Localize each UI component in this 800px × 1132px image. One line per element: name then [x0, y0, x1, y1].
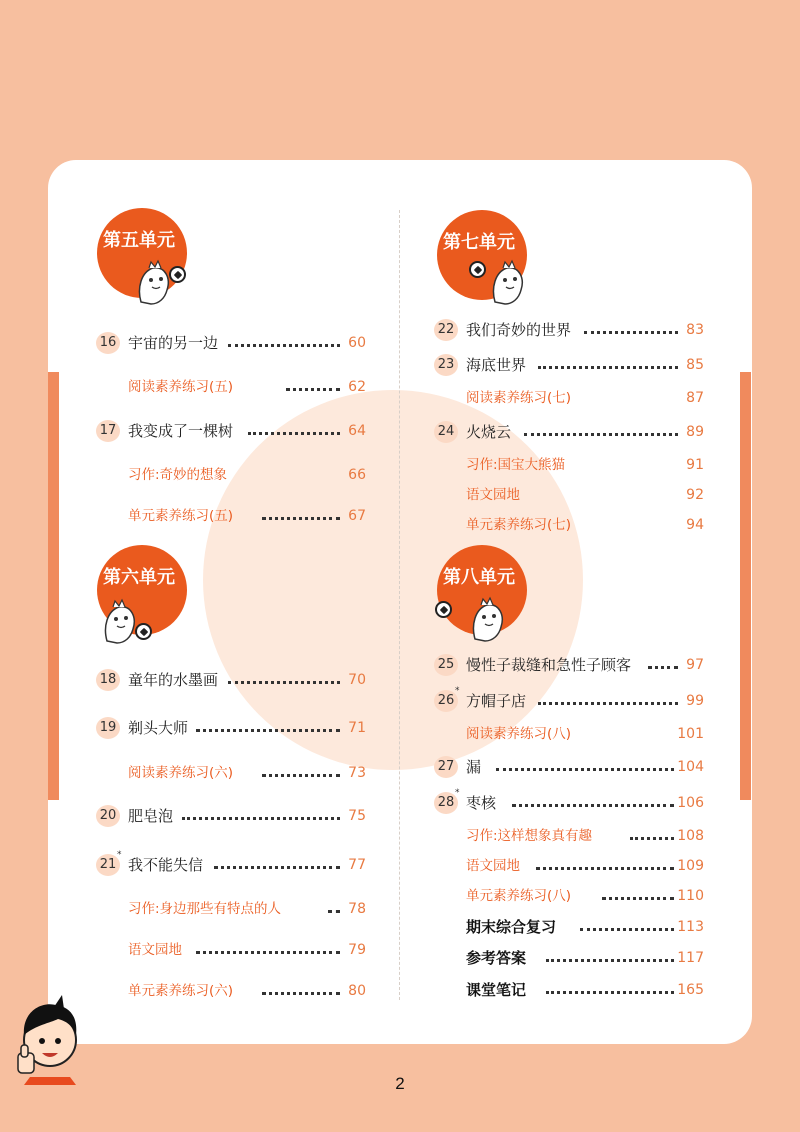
lesson-title: 慢性子裁缝和急性子顾客 [466, 656, 632, 674]
page-ref: 108 [677, 828, 704, 844]
exercise-title: 单元素养练习(六) [128, 983, 234, 999]
lesson-title: 童年的水墨画 [128, 671, 219, 689]
toc-row[interactable] [434, 354, 704, 376]
page-ref: 104 [677, 759, 704, 775]
exercise-title: 阅读素养练习(七) [466, 390, 572, 406]
exercise-title: 阅读素养练习(六) [128, 765, 234, 781]
toc-row[interactable] [96, 898, 366, 920]
toc-row[interactable] [434, 421, 704, 443]
lesson-title: 我变成了一棵树 [128, 422, 234, 440]
page-ref: 113 [677, 919, 704, 935]
page-ref: 80 [348, 983, 366, 999]
toc-row[interactable] [96, 717, 366, 739]
column-divider [399, 210, 400, 1000]
toc-row[interactable] [434, 855, 704, 877]
lesson-title: 宇宙的另一边 [128, 334, 219, 352]
toc-row[interactable] [96, 850, 366, 876]
page-ref: 87 [686, 390, 704, 406]
dot-leader [196, 951, 340, 954]
lesson-number: 22 [434, 319, 458, 341]
lesson-title: 我不能失信 [128, 856, 204, 874]
exercise-title: 阅读素养练习(五) [128, 379, 234, 395]
toc-row[interactable] [434, 825, 704, 847]
lesson-number: 25 [434, 654, 458, 676]
page-ref: 92 [686, 487, 704, 503]
page-ref: 117 [677, 950, 704, 966]
unit-badge-5 [97, 208, 187, 298]
page-ref: 89 [686, 424, 704, 440]
page-number: 2 [395, 1074, 405, 1093]
page-ref: 70 [348, 672, 366, 688]
dot-leader [630, 837, 674, 840]
unit-label: 第五单元 [103, 230, 175, 251]
toc-row[interactable] [434, 387, 704, 409]
exercise-title: 语文园地 [466, 858, 520, 874]
unit-label: 第六单元 [103, 567, 175, 588]
toc-row[interactable] [434, 319, 704, 341]
toc-row[interactable] [434, 885, 704, 907]
left-edge-tab [48, 372, 59, 800]
page-ref: 165 [677, 982, 704, 998]
unit-badge-7 [437, 210, 527, 300]
dot-leader [538, 366, 678, 369]
dot-leader [538, 702, 678, 705]
dot-leader [214, 866, 340, 869]
exercise-title: 语文园地 [466, 487, 520, 503]
toc-row[interactable] [96, 805, 366, 827]
page-ref: 79 [348, 942, 366, 958]
lesson-number: 18 [96, 669, 120, 691]
soccer-ball-icon [469, 261, 486, 278]
dot-leader [228, 681, 340, 684]
dot-leader [536, 867, 674, 870]
toc-row[interactable] [434, 916, 704, 938]
section-title: 期末综合复习 [466, 918, 557, 936]
dot-leader [648, 666, 678, 669]
toc-row[interactable] [434, 514, 704, 536]
dot-leader [262, 992, 340, 995]
lesson-title: 剃头大师 [128, 719, 189, 737]
page-ref: 94 [686, 517, 704, 533]
dot-leader [512, 804, 674, 807]
exercise-title: 单元素养练习(五) [128, 508, 234, 524]
toc-row[interactable] [96, 464, 366, 486]
page-ref: 101 [677, 726, 704, 742]
dot-leader [546, 991, 674, 994]
right-edge-tab [740, 372, 751, 800]
lesson-number: 19 [96, 717, 120, 739]
lesson-number: 17 [96, 420, 120, 442]
page-ref: 85 [686, 357, 704, 373]
section-title: 参考答案 [466, 949, 527, 967]
exercise-title: 阅读素养练习(八) [466, 726, 572, 742]
unit-label: 第八单元 [443, 567, 515, 588]
page-ref: 60 [348, 335, 366, 351]
lesson-number: 16 [96, 332, 120, 354]
optional-star: * [455, 788, 460, 798]
toc-row[interactable] [434, 454, 704, 476]
lesson-title: 火烧云 [466, 423, 512, 441]
page-ref: 99 [686, 693, 704, 709]
lesson-number: 20 [96, 805, 120, 827]
toc-row[interactable] [434, 723, 704, 745]
page-ref: 77 [348, 857, 366, 873]
dot-leader [584, 331, 678, 334]
toc-row[interactable] [434, 484, 704, 506]
page-ref: 78 [348, 901, 366, 917]
dot-leader [262, 774, 340, 777]
toc-row[interactable] [96, 980, 366, 1002]
dot-leader [196, 729, 340, 732]
exercise-title: 语文园地 [128, 942, 182, 958]
toc-row[interactable] [434, 979, 704, 1001]
dinosaur-mascot-icon [487, 254, 531, 306]
page-ref: 110 [677, 888, 704, 904]
soccer-ball-icon [169, 266, 186, 283]
dot-leader [182, 817, 340, 820]
soccer-ball-icon [135, 623, 152, 640]
optional-star: * [117, 850, 122, 860]
lesson-number: 28 [434, 792, 458, 814]
toc-row[interactable] [96, 332, 366, 354]
page-ref: 73 [348, 765, 366, 781]
dot-leader [546, 959, 674, 962]
page-ref: 62 [348, 379, 366, 395]
toc-row[interactable] [96, 762, 366, 784]
dot-leader [602, 897, 674, 900]
lesson-number: 24 [434, 421, 458, 443]
dinosaur-mascot-icon [467, 591, 511, 643]
dot-leader [228, 344, 340, 347]
soccer-ball-icon [435, 601, 452, 618]
lesson-number: 27 [434, 756, 458, 778]
lesson-title: 方帽子店 [466, 692, 527, 710]
toc-row[interactable] [434, 654, 704, 676]
unit-label: 第七单元 [443, 232, 515, 253]
unit-badge-6 [97, 545, 187, 635]
lesson-title: 漏 [466, 758, 482, 776]
dot-leader [524, 433, 678, 436]
lesson-number: 21 [96, 854, 120, 876]
optional-star: * [455, 686, 460, 696]
dot-leader [328, 910, 340, 913]
toc-row[interactable] [96, 669, 366, 691]
dot-leader [286, 388, 340, 391]
page-ref: 71 [348, 720, 366, 736]
toc-row[interactable] [96, 939, 366, 961]
page-ref: 91 [686, 457, 704, 473]
page-ref: 66 [348, 467, 366, 483]
lesson-title: 肥皂泡 [128, 807, 174, 825]
page-ref: 83 [686, 322, 704, 338]
exercise-title: 习作:国宝大熊猫 [466, 457, 566, 473]
dot-leader [248, 432, 340, 435]
lesson-title: 枣核 [466, 794, 497, 812]
toc-row[interactable] [96, 505, 366, 527]
exercise-title: 习作:奇妙的想象 [128, 467, 228, 483]
toc-row[interactable] [434, 788, 704, 814]
lesson-number: 26 [434, 690, 458, 712]
page-ref: 75 [348, 808, 366, 824]
toc-row[interactable] [434, 756, 704, 778]
page-ref: 109 [677, 858, 704, 874]
toc-row[interactable] [96, 376, 366, 398]
dot-leader [580, 928, 674, 931]
page-ref: 64 [348, 423, 366, 439]
exercise-title: 单元素养练习(七) [466, 517, 572, 533]
toc-row[interactable] [434, 947, 704, 969]
page-ref: 97 [686, 657, 704, 673]
dot-leader [496, 768, 674, 771]
page-ref: 67 [348, 508, 366, 524]
exercise-title: 单元素养练习(八) [466, 888, 572, 904]
section-title: 课堂笔记 [466, 981, 527, 999]
boy-thumbs-up-icon [10, 985, 90, 1085]
unit-badge-8 [437, 545, 527, 635]
exercise-title: 习作:这样想象真有趣 [466, 828, 593, 844]
toc-row[interactable] [434, 686, 704, 712]
dot-leader [262, 517, 340, 520]
lesson-title: 我们奇妙的世界 [466, 321, 572, 339]
page-ref: 106 [677, 795, 704, 811]
toc-row[interactable] [96, 420, 366, 442]
exercise-title: 习作:身边那些有特点的人 [128, 901, 282, 917]
lesson-title: 海底世界 [466, 356, 527, 374]
lesson-number: 23 [434, 354, 458, 376]
